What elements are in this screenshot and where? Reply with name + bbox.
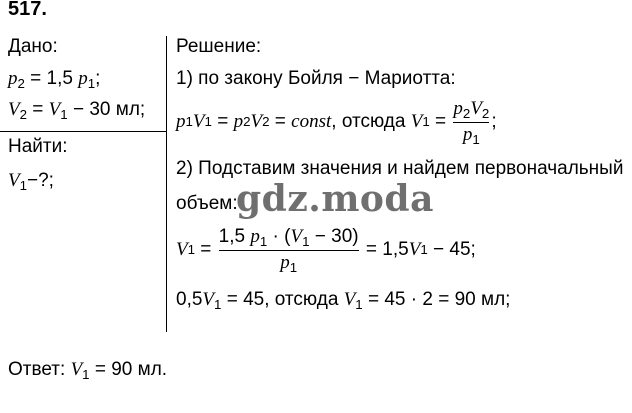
- given-end: − 30 мл;: [67, 99, 146, 120]
- formula-var: p: [462, 123, 473, 145]
- step2-text-line1: 2) Подставим значения и найдем первоначальный: [176, 158, 624, 179]
- formula-const: const: [291, 111, 332, 132]
- formula-eq: = 1,5: [360, 239, 409, 260]
- watermark: gdz.moda: [236, 178, 434, 220]
- formula-var: V: [470, 97, 482, 119]
- formula-eq: =: [269, 111, 292, 132]
- step1-text: 1) по закону Бойля − Мариотта:: [176, 68, 456, 89]
- formula-text: = 45, отсюда: [221, 289, 344, 310]
- formula-var: p: [280, 251, 290, 273]
- fraction-bar: [219, 250, 359, 251]
- formula-num: 0,5: [176, 289, 203, 310]
- formula-sub: 1: [302, 233, 310, 249]
- answer-line: [8, 359, 167, 381]
- fraction-numerator: [219, 227, 359, 248]
- answer-end: = 90 мл.: [89, 359, 168, 380]
- find-end: −?;: [27, 170, 54, 191]
- formula-var: V: [408, 239, 421, 260]
- formula-text: · (: [267, 225, 291, 247]
- formula-text: − 30): [309, 225, 359, 247]
- find-var: V: [8, 170, 20, 191]
- fraction: [219, 227, 359, 274]
- given-sub: 1: [60, 106, 68, 122]
- formula-sub: 1: [472, 131, 480, 147]
- fraction: [453, 99, 489, 146]
- formula-var: p: [453, 97, 463, 119]
- step3-formula: [176, 289, 510, 311]
- fraction-denominator: [463, 125, 480, 146]
- formula-var: V: [410, 111, 423, 132]
- formula-eq: =: [195, 239, 217, 260]
- formula-sub: 1: [214, 296, 222, 312]
- formula-sub: 1: [259, 233, 268, 249]
- vertical-divider: [166, 36, 167, 332]
- formula-var: V: [202, 289, 215, 310]
- answer-var: V: [70, 359, 83, 380]
- find-sub: 1: [19, 177, 28, 193]
- given-var: V: [48, 99, 61, 120]
- horizontal-divider: [0, 131, 166, 132]
- given-eq: = 1,5: [24, 68, 79, 89]
- answer-label: Ответ:: [8, 359, 71, 380]
- formula-sub: 2: [462, 105, 471, 121]
- given-var: V: [8, 99, 20, 120]
- given-var: p: [78, 68, 88, 89]
- step2-text-line2: объем:: [176, 193, 238, 214]
- formula-var: V: [250, 111, 263, 132]
- given-sub: 2: [19, 106, 28, 122]
- formula-end: − 45;: [427, 239, 476, 260]
- step2-formula: V 1 = $\frac{1,5 p_1 \cdot (V_1 - 30)}{p_1}$ = 1,5 V 1 − 45;: [176, 225, 476, 275]
- given-line-1: [8, 68, 100, 90]
- given-eq: =: [27, 99, 49, 120]
- formula-var: p: [176, 111, 186, 132]
- fraction-bar: [453, 122, 489, 123]
- formula-end: = 45 · 2 = 90 мл;: [362, 289, 511, 310]
- given-sub: 2: [17, 75, 25, 91]
- given-line-2: [8, 99, 145, 121]
- fraction-numerator: [453, 99, 489, 120]
- formula-var: V: [343, 289, 356, 310]
- formula-var: p: [250, 225, 260, 247]
- given-var: p: [8, 68, 18, 89]
- formula-eq: =: [429, 111, 452, 132]
- step1-formula: p 1 V 1 = p 2 V 2 = const , отсюда V 1 = $\frac{p_2V_2}{p_1}$ ;: [176, 97, 497, 147]
- solution-title: Решение:: [176, 36, 262, 57]
- formula-var: V: [290, 225, 303, 247]
- given-title: Дано:: [8, 36, 58, 57]
- formula-sub: 1: [289, 259, 298, 275]
- given-sub: 1: [87, 75, 96, 91]
- formula-sub: 1: [355, 296, 363, 312]
- fraction-denominator: [280, 253, 297, 274]
- problem-number-text: 517: [8, 0, 42, 20]
- given-end: ;: [95, 68, 101, 89]
- formula-var: V: [192, 111, 205, 132]
- formula-num: 1,5: [218, 225, 251, 247]
- formula-eq: =: [211, 111, 234, 132]
- formula-var: V: [176, 239, 188, 260]
- formula-text: , отсюда: [331, 111, 411, 132]
- find-title: Найти:: [8, 136, 68, 157]
- answer-sub: 1: [82, 366, 90, 382]
- find-line: [8, 170, 54, 192]
- formula-end: ;: [491, 111, 497, 132]
- formula-var: p: [233, 111, 244, 132]
- problem-number: 517.: [8, 0, 47, 20]
- formula-sub: 2: [481, 105, 490, 121]
